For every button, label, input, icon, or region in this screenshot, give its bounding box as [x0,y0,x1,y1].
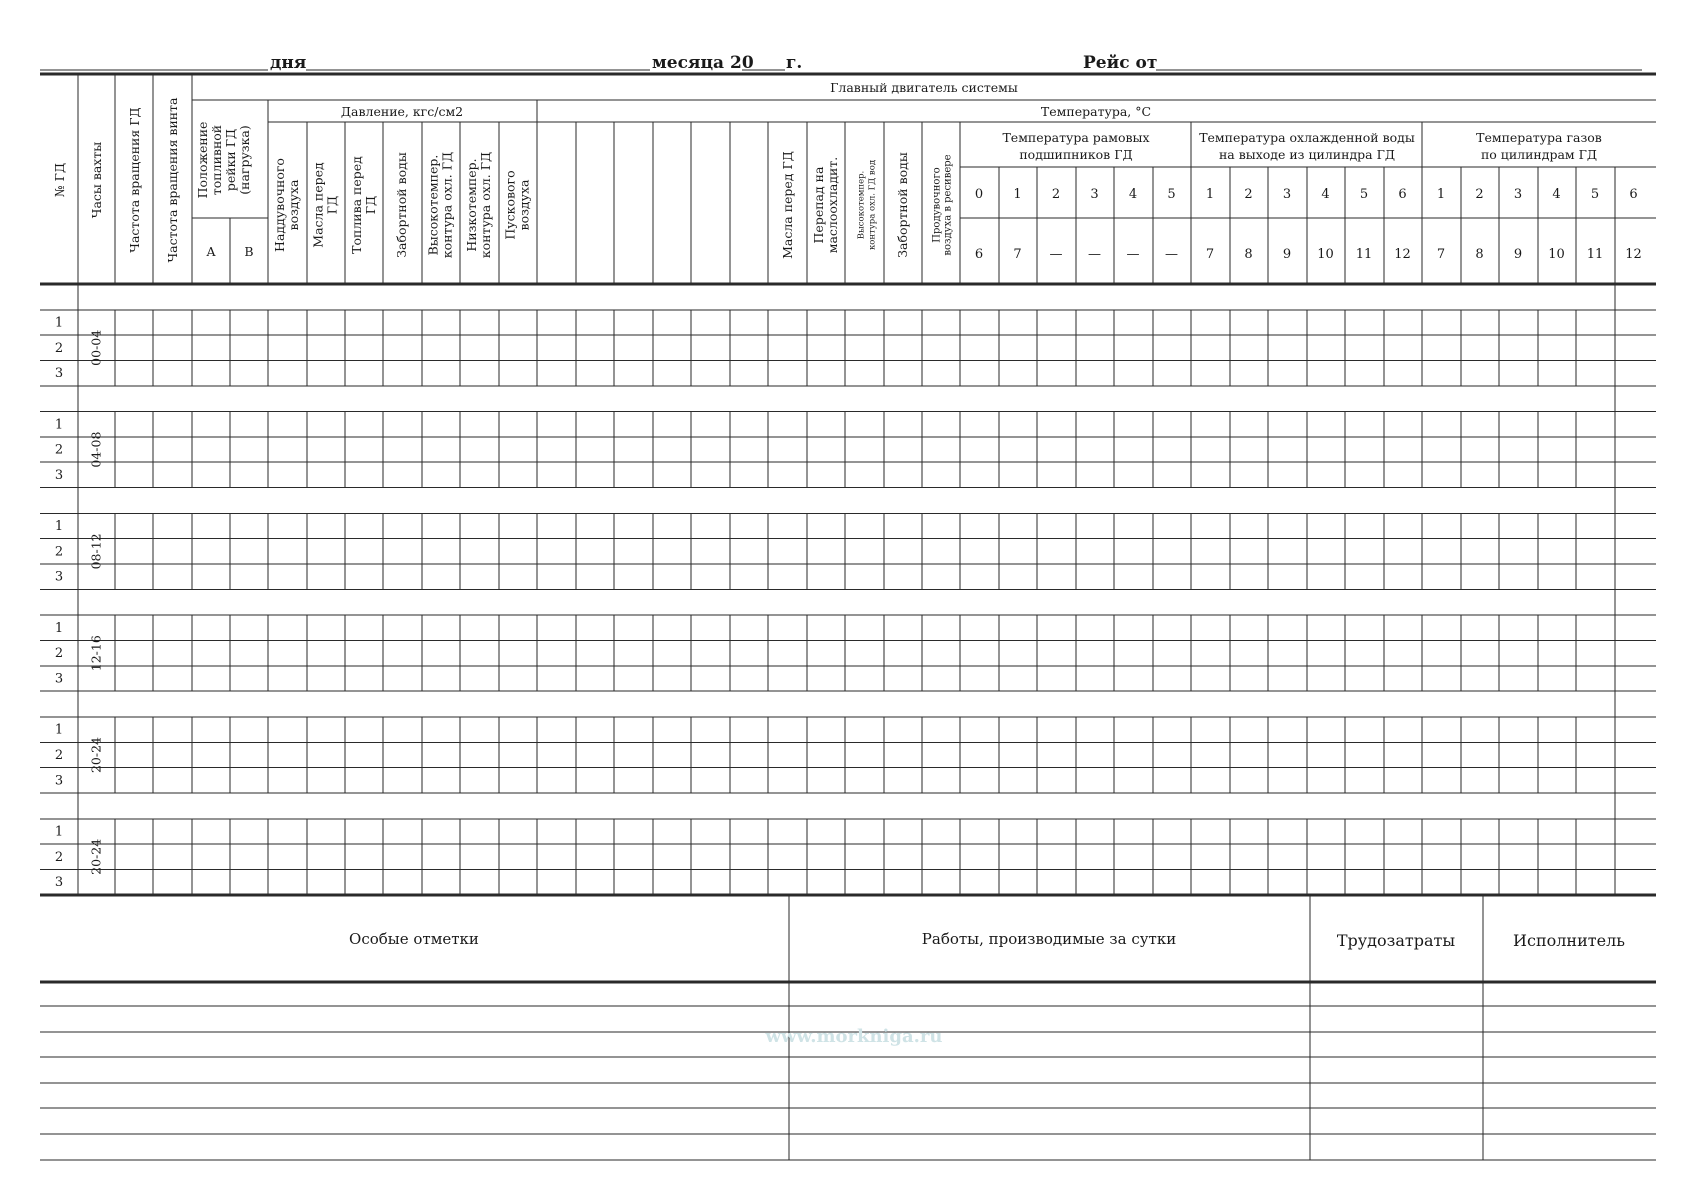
pressure-col-line: воздуха [286,179,301,231]
coolant-number-bottom: 7 [1205,247,1215,262]
exhaust-number-top: 5 [1590,187,1600,202]
bearing-title-line: Температура рамовых [1002,130,1150,145]
temperature-col-line: контура охл. ГД вод [867,159,878,251]
pressure-col-header [349,156,378,254]
bearing-title-line: подшипников ГД [1019,147,1133,162]
temperature-col-line: воздуха в ресивере [942,154,954,256]
fuel-rack-line: (нагрузка) [237,125,252,195]
exhaust-number-top: 3 [1513,187,1523,202]
temperature-col-header [780,151,795,259]
coolant-number-bottom: 9 [1282,247,1292,262]
engine-number: 3 [54,569,64,585]
bearing-number-top: 5 [1167,187,1176,202]
bearing-number-top: 1 [1013,187,1022,202]
bearing-number-bottom: 7 [1013,247,1022,262]
pressure-col-header [310,162,339,248]
bearing-group-title [1002,130,1149,162]
col-fuel-rack [195,122,252,199]
engine-number: 2 [54,340,64,356]
executor-label: Исполнитель [1513,931,1625,950]
engine-number: 1 [54,824,64,840]
pressure-headers [272,152,531,258]
temperature-col-line: Масла перед ГД [780,151,795,259]
coolant-number-top: 3 [1282,187,1292,202]
engine-number: 1 [54,722,64,738]
watch-label: 00-04 [88,329,104,366]
pressure-col-line: Низкотемпер. [464,158,479,252]
pressure-col-line: контура охл. ГД [439,151,455,259]
main-engine-title: Главный двигатель системы [830,80,1018,95]
exhaust-number-bottom: 9 [1513,247,1523,262]
pressure-col-header [272,158,301,252]
coolant-number-top: 6 [1398,187,1407,202]
coolant-number-top: 5 [1359,187,1369,202]
pressure-group-title: Давление, кгс/см2 [340,104,464,119]
watch-label: 08-12 [88,533,104,570]
engine-number: 1 [54,519,64,535]
watch-label: 20-24 [88,736,104,774]
fuel-rack-sub-b: B [244,244,254,259]
pressure-col-line: Топлива перед [348,156,364,254]
coolant-number-bottom: 8 [1244,247,1253,262]
engine-number: 3 [54,875,64,891]
col-propeller-rpm: Частота вращения винта [165,97,180,263]
col-watch-hours: Часы вахты [89,141,104,219]
temperature-col-line: Высокотемпер. [856,170,867,240]
pressure-col-header [394,152,409,258]
pressure-col-header [502,170,531,239]
temperature-col-header [811,157,840,254]
engine-number: 3 [54,671,64,687]
exhaust-number-bottom: 10 [1548,247,1565,262]
coolant-number-bottom: 12 [1394,247,1411,262]
exhaust-number-top: 6 [1629,187,1638,202]
fuel-rack-line: топливной [209,124,224,196]
sheet-header [40,53,1642,73]
pressure-col-line: воздуха [516,179,532,231]
temperature-col-header [857,160,878,250]
exhaust-number-bottom: 7 [1436,247,1446,262]
coolant-number-top: 4 [1321,187,1330,202]
engine-number: 3 [54,773,64,789]
bearing-number-bottom: — [1049,247,1063,262]
fuel-rack-sub-a: A [206,244,216,259]
bearing-number-top: 3 [1090,187,1099,202]
engine-number: 2 [54,544,64,560]
engine-number: 2 [54,442,64,458]
voyage-label: Рейс от [1083,53,1158,73]
temperature-col-line: Перепад на [811,166,826,244]
pressure-col-header [464,152,493,258]
exhaust-title-line: Температура газов [1476,130,1602,145]
fuel-rack-line: рейки ГД [223,128,238,192]
engine-number: 2 [54,747,64,763]
column-headers [52,80,1642,263]
watch-label: 12-16 [88,635,104,672]
footer-table [40,895,1656,1160]
bearing-number-bottom: 6 [974,247,984,262]
temperature-group-title: Температура, °С [1040,104,1152,119]
engine-number: 3 [54,467,64,483]
exhaust-number-bottom: 8 [1475,247,1484,262]
bearing-number-top: 4 [1128,187,1138,202]
coolant-number-top: 2 [1244,187,1253,202]
exhaust-number-top: 4 [1552,187,1561,202]
bearing-number-bottom: — [1165,247,1178,262]
engine-number: 1 [54,417,64,433]
coolant-title-line: на выходе из цилиндра ГД [1218,147,1396,162]
temperature-col-header [895,152,910,258]
temperature-headers [780,151,954,259]
pressure-col-header [426,152,455,258]
coolant-number-bottom: 11 [1355,247,1373,262]
exhaust-group-title [1476,130,1602,162]
exhaust-title-line: по цилиндрам ГД [1480,147,1598,162]
engine-number: 2 [54,646,64,662]
pressure-col-line: Масла перед [310,162,326,248]
year-suffix: г. [786,53,803,73]
special-notes-label: Особые отметки [349,930,479,948]
temperature-col-line: Забортной воды [895,152,910,258]
pressure-col-line: ГД [324,195,340,215]
engine-number: 1 [54,620,64,636]
exhaust-number-top: 2 [1475,187,1484,202]
body-grid [40,284,1656,895]
coolant-group-title [1199,130,1415,162]
labor-cost-label: Трудозатраты [1336,931,1456,950]
bearing-number-bottom: — [1126,247,1140,262]
col-gd-number: № ГД [52,162,67,198]
row-labels [55,315,104,890]
exhaust-number-top: 1 [1436,187,1446,202]
coolant-title-line: Температура охлажденной воды [1199,130,1415,145]
engine-number: 2 [54,849,64,865]
engine-number: 3 [54,366,64,382]
pressure-col-line: Высокотемпер. [425,154,441,256]
fuel-rack-line: Положение [195,121,210,199]
temperature-col-line: маслоохладит. [825,156,840,254]
cylinder-number-headers [975,187,1642,262]
pressure-col-line: Забортной воды [394,152,410,258]
col-engine-rpm: Частота вращения ГД [127,107,142,253]
month-label: месяца 20 [652,53,754,73]
watch-label: 04-08 [88,431,104,468]
exhaust-number-bottom: 11 [1586,247,1604,262]
watch-label: 20-24 [88,838,104,875]
pressure-col-line: ГД [362,195,378,215]
temperature-col-line: Продувочного [931,167,943,243]
engine-number: 1 [54,315,64,331]
pressure-col-line: Пускового [502,170,518,240]
coolant-number-top: 1 [1205,187,1215,202]
coolant-number-bottom: 10 [1317,247,1334,262]
bearing-number-top: 2 [1051,187,1061,202]
day-label: дня [270,53,307,73]
temperature-col-header [932,154,954,255]
pressure-col-line: контура охл. ГД [478,151,493,259]
daily-work-label: Работы, производимые за сутки [921,930,1177,948]
pressure-col-line: Наддувочного [272,158,287,252]
watermark: www.morkniga.ru [765,1026,943,1047]
bearing-number-bottom: — [1088,247,1101,262]
exhaust-number-bottom: 12 [1625,247,1642,262]
bearing-number-top: 0 [974,187,984,202]
